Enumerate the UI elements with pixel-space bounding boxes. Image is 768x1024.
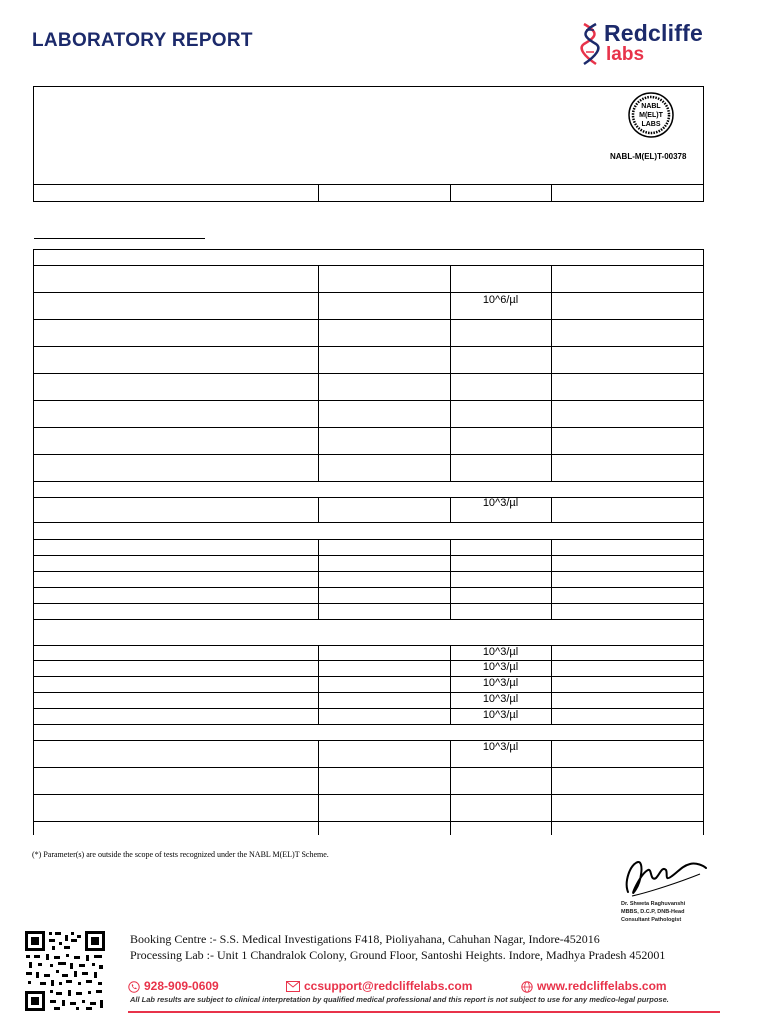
qr-code: [24, 930, 106, 1012]
table-col-line: [318, 740, 319, 835]
doctor-designation: Consultant Pathologist: [621, 917, 682, 923]
table-row-line: [33, 794, 704, 795]
table-row-line: [33, 676, 704, 677]
doctor-signature: [620, 852, 710, 902]
doctor-qualifications: MBBS, D.C.P, DNB-Head: [621, 909, 685, 915]
email-address: ccsupport@redcliffelabs.com: [304, 979, 473, 993]
table-row-line: [33, 692, 704, 693]
table-row-line: [33, 522, 704, 523]
table-row-line: [33, 481, 704, 482]
mail-icon: [286, 981, 300, 992]
result-unit: 10^3/µl: [482, 693, 519, 705]
results-table: [33, 249, 704, 835]
table-col-line: [551, 539, 552, 619]
table-col-line: [318, 265, 319, 481]
nabl-seal: [628, 92, 674, 138]
contact-website[interactable]: [521, 979, 667, 993]
table-row-line: [33, 400, 704, 401]
table-row-line: [33, 497, 704, 498]
phone-number: 928-909-0609: [144, 979, 219, 993]
footer-divider: [128, 1011, 720, 1013]
contact-phone[interactable]: [128, 979, 219, 993]
result-unit: 10^3/µl: [482, 677, 519, 689]
doctor-name: Dr. Shweta Raghuvanshi: [621, 901, 686, 907]
table-row-line: [33, 767, 704, 768]
table-row-line: [33, 821, 704, 822]
table-row-line: [33, 265, 704, 266]
result-unit: 10^3/µl: [482, 661, 519, 673]
table-row-line: [33, 555, 704, 556]
table-row-line: [33, 454, 704, 455]
result-unit: 10^3/µl: [482, 646, 519, 658]
patient-col-divider: [318, 184, 319, 202]
dna-icon: [580, 22, 602, 66]
table-row-line: [33, 619, 704, 620]
table-row-line: [33, 708, 704, 709]
table-row-line: [33, 740, 704, 741]
brand-subname: labs: [606, 44, 645, 65]
brand-name: Redcliffe: [604, 20, 703, 46]
table-row-line: [33, 645, 704, 646]
globe-icon: [521, 981, 533, 993]
processing-lab-address: Processing Lab :- Unit 1 Chandralok Colony, Ground Floor, Santoshi Heights. Indore, Madhya Pradesh 452001: [130, 948, 666, 962]
table-row-line: [33, 346, 704, 347]
table-row-line: [33, 603, 704, 604]
phone-icon: [128, 981, 140, 993]
result-unit: 10^3/µl: [482, 497, 519, 509]
redcliffe-logo: [578, 18, 718, 68]
table-col-line: [551, 740, 552, 835]
nabl-code: NABL-M(EL)T-00378: [610, 152, 687, 161]
patient-col-divider: [551, 184, 552, 202]
report-title: LABORATORY REPORT: [32, 30, 253, 51]
nabl-seal-line: LABS: [641, 121, 661, 128]
result-unit: 10^6/µl: [482, 294, 519, 306]
contact-email[interactable]: [286, 979, 472, 993]
table-row-line: [33, 587, 704, 588]
table-row-line: [33, 724, 704, 725]
table-row-line: [33, 373, 704, 374]
table-col-line: [551, 645, 552, 724]
nabl-scope-footnote: (*) Parameter(s) are outside the scope of tests recognized under the NABL M(EL)T Scheme.: [32, 850, 329, 859]
table-row-line: [33, 660, 704, 661]
nabl-seal-line: M(EL)T: [639, 112, 663, 119]
table-col-line: [551, 497, 552, 522]
website-url: www.redcliffelabs.com: [537, 979, 667, 993]
doctor-details: [621, 900, 685, 924]
table-row-line: [33, 571, 704, 572]
result-unit: 10^3/µl: [482, 709, 519, 721]
nabl-seal-line: NABL: [641, 103, 661, 110]
table-col-line: [450, 740, 451, 835]
table-col-line: [318, 539, 319, 619]
patient-col-divider: [450, 184, 451, 202]
booking-centre-address: Booking Centre :- S.S. Medical Investigations F418, Pioliyahana, Cahuhan Nagar, Indore-452016: [130, 932, 600, 946]
table-row-line: [33, 292, 704, 293]
legal-disclaimer: All Lab results are subject to clinical interpretation by qualified medical professional and this report is not subject to use for any medico-legal purpose.: [130, 995, 669, 1004]
result-unit: 10^3/µl: [482, 741, 519, 753]
table-col-line: [551, 265, 552, 481]
patient-box-divider: [33, 184, 704, 185]
table-row-line: [33, 319, 704, 320]
table-row-line: [33, 539, 704, 540]
table-col-line: [318, 645, 319, 724]
table-col-line: [318, 497, 319, 522]
table-col-line: [450, 539, 451, 619]
table-row-line: [33, 427, 704, 428]
section-heading-underline: [34, 238, 205, 239]
